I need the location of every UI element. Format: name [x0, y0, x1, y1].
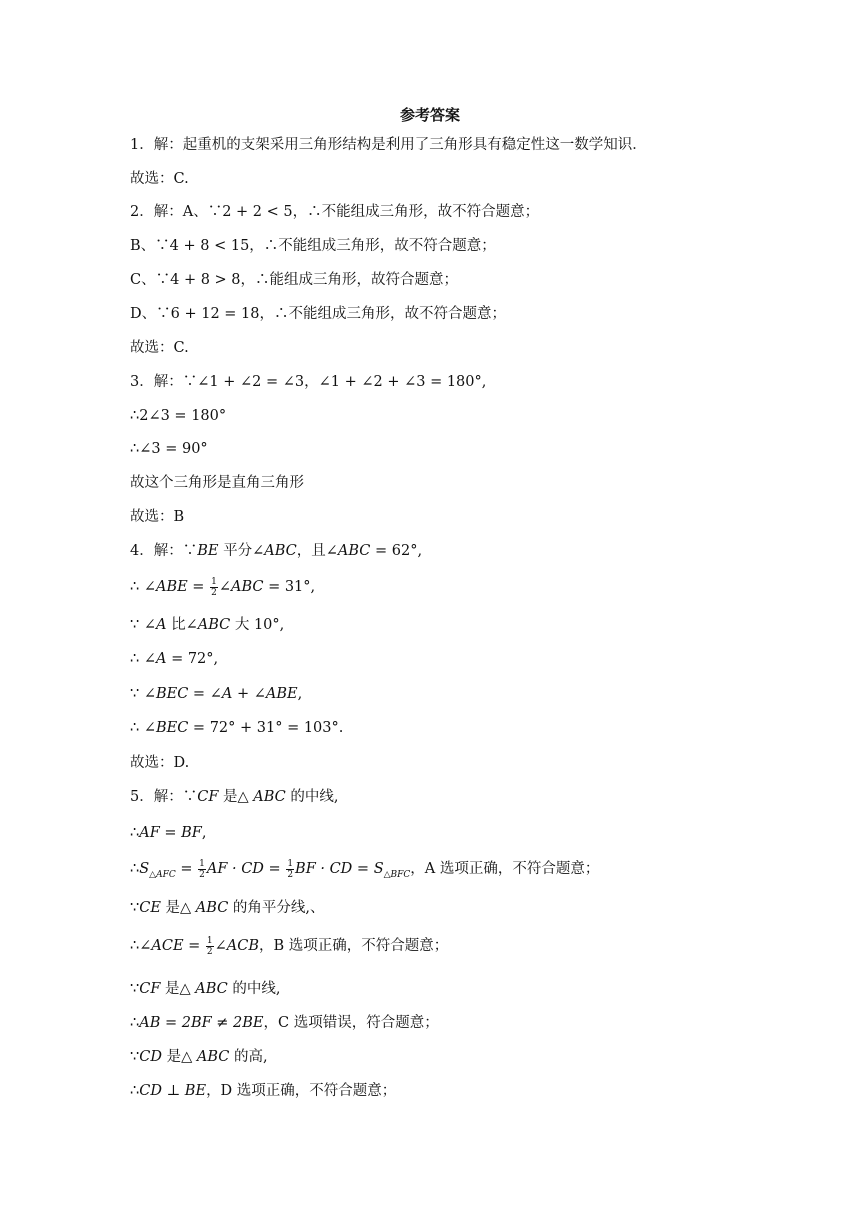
q5-var: ABC: [253, 789, 286, 805]
q3-prefix: 3．解：∵: [130, 374, 198, 390]
q2-prefix: B、∵: [130, 238, 170, 254]
q5-equals: =: [352, 861, 374, 877]
fraction-half: [286, 859, 294, 880]
q4-var: ABC: [264, 543, 297, 559]
q4-var: A: [155, 617, 167, 633]
q4-answer: 故选：D.: [130, 755, 190, 771]
q4-line-1: [130, 539, 800, 563]
q5-var: CE: [139, 900, 161, 916]
q4-symbol: ∵ ∠: [130, 686, 156, 702]
fraction-numerator: 1: [211, 576, 217, 587]
q5-text: 的中线,: [227, 981, 281, 997]
q2-math-a: 2 + 2 < 5: [222, 204, 293, 220]
q4-line-6: [130, 716, 800, 740]
fraction-half: [210, 577, 218, 598]
q4-symbol: ∴ ∠: [130, 651, 156, 667]
q5-option-a: ，A 选项正确，不符合题意；: [410, 861, 600, 877]
q2-line-2: [130, 234, 800, 258]
q5-var: CF: [139, 981, 161, 997]
q1-answer: 故选：C.: [130, 171, 189, 187]
q5-line-2: [130, 821, 800, 845]
q4-line-4: [130, 647, 800, 671]
fraction-numerator: 1: [287, 858, 294, 869]
q5-text: 是△: [160, 900, 196, 916]
q4-symbol: ∵ ∠: [130, 617, 156, 633]
q4-var: ABC: [337, 543, 371, 559]
q4-text: 平分∠: [218, 543, 265, 559]
q5-option-b: ，B 选项正确，不符合题意；: [259, 938, 449, 954]
q5-text: 是△: [161, 1049, 197, 1065]
q5-line-9: [130, 1079, 800, 1103]
q5-equals: =: [263, 861, 286, 877]
q5-var: ABC: [195, 900, 229, 916]
q3-step-2: ∴∠3 = 90°: [130, 441, 208, 457]
area-symbol: S: [139, 861, 150, 877]
q4-line-5: [130, 682, 800, 706]
fraction-numerator: 1: [206, 935, 213, 946]
area-subscript: △BFC: [383, 869, 411, 880]
q5-equals: =: [159, 825, 182, 841]
q4-var: BE: [197, 543, 219, 559]
q3-line-3: [130, 437, 800, 461]
q4-line-7: [130, 751, 800, 775]
q4-text: 比∠: [166, 617, 198, 633]
q2-line-1: [130, 200, 800, 224]
q5-var: ABC: [195, 981, 228, 997]
q3-line-2: [130, 404, 800, 428]
q5-var: CD ⊥ BE: [139, 1083, 207, 1099]
q4-var: ABC: [197, 617, 231, 633]
q2-line-4: [130, 302, 800, 326]
q5-var: CF: [197, 789, 219, 805]
q2-prefix: 2．解：A、∵: [130, 204, 223, 220]
q5-line-4: [130, 896, 800, 920]
q5-symbol: ∴∠: [130, 938, 152, 954]
fraction-numerator: 1: [199, 858, 205, 869]
q2-math-b: 4 + 8 < 15: [169, 238, 250, 254]
q5-var: ABC: [196, 1049, 230, 1065]
fraction-denominator: 2: [199, 869, 205, 880]
q3-step-1: ∴2∠3 = 180°: [130, 408, 227, 424]
q5-prefix: 5．解：∵: [130, 789, 198, 805]
q5-var: AB = 2BF ≠ 2BE: [139, 1015, 264, 1031]
q5-text: 的中线,: [285, 789, 339, 805]
q5-option-c: ，C 选项错误，符合题意；: [263, 1015, 439, 1031]
q3-line-4: [130, 471, 800, 495]
q1-line-1: [130, 133, 800, 157]
q4-value: = 62°,: [370, 543, 423, 559]
q5-var: BF · CD: [295, 861, 353, 877]
q4-symbol: = ∠: [188, 686, 222, 702]
q5-var: BF: [181, 825, 202, 841]
q5-symbol: ∴: [130, 861, 140, 877]
q4-symbol: ∠: [218, 579, 231, 595]
q5-equals: =: [175, 861, 198, 877]
q5-symbol: ∴: [130, 825, 140, 841]
q4-line-3: [130, 613, 800, 637]
q5-symbol: ∵: [130, 900, 140, 916]
q4-var: BEC: [155, 720, 189, 736]
q3-math: ∠1 + ∠2 = ∠3，∠1 + ∠2 + ∠3 = 180°,: [197, 374, 487, 390]
q5-text: 是△: [218, 789, 254, 805]
q4-var: ABC: [230, 579, 264, 595]
fraction-half: [206, 936, 214, 957]
q4-text: 大 10°,: [230, 617, 285, 633]
q5-symbol: ∴: [130, 1083, 140, 1099]
q5-text: 的高,: [229, 1049, 268, 1065]
fraction-denominator: 2: [206, 946, 213, 957]
q5-var: ACE: [151, 938, 184, 954]
q2-conclusion-c: ，∴能组成三角形，故符合题意；: [240, 272, 459, 288]
q5-text: 是△: [160, 981, 196, 997]
q5-equals: =: [183, 938, 205, 954]
q2-line-5: [130, 336, 800, 360]
q2-prefix: D、∵: [130, 306, 171, 322]
q4-value: = 72°,: [166, 651, 219, 667]
q1-text: 1．解：起重机的支架采用三角形结构是利用了三角形具有稳定性这一数学知识．: [130, 137, 647, 153]
q2-math-d: 6 + 12 = 18: [170, 306, 260, 322]
page-title: 参考答案: [399, 106, 460, 124]
q3-conclusion: 故这个三角形是直角三角形: [130, 475, 304, 491]
q1-line-2: [130, 167, 800, 191]
q5-var: AF: [139, 825, 160, 841]
q3-answer: 故选：B: [130, 509, 185, 525]
q2-line-3: [130, 268, 800, 292]
fraction-denominator: 2: [211, 587, 217, 598]
q5-symbol: ∵: [130, 981, 140, 997]
q4-var: ABE: [155, 579, 188, 595]
q5-text: 的角平分线,、: [228, 900, 325, 916]
q5-symbol: ∠: [214, 938, 227, 954]
q2-conclusion-d: ，∴不能组成三角形，故不符合题意；: [259, 306, 507, 322]
q2-answer: 故选：C.: [130, 340, 189, 356]
q5-line-7: [130, 1011, 800, 1035]
q5-line-3: [130, 857, 800, 881]
q4-var: BEC: [155, 686, 189, 702]
fraction-half: [198, 859, 206, 880]
q2-math-c: 4 + 8 > 8: [170, 272, 241, 288]
area-symbol: S: [373, 861, 384, 877]
area-subscript: △AFC: [149, 869, 176, 880]
q4-punct: ,: [297, 686, 303, 702]
fraction-denominator: 2: [287, 869, 294, 880]
q5-symbol: ∴: [130, 1015, 140, 1031]
q4-line-2: [130, 575, 800, 599]
q5-symbol: ∵: [130, 1049, 140, 1065]
q4-var: A: [221, 686, 233, 702]
q5-punct: ,: [201, 825, 207, 841]
q4-symbol: ∴ ∠: [130, 579, 156, 595]
q4-value: = 31°,: [263, 579, 316, 595]
q3-line-5: [130, 505, 800, 529]
q4-text: ，且∠: [296, 543, 338, 559]
q5-line-5: [130, 934, 800, 958]
q4-symbol: + ∠: [232, 686, 266, 702]
q5-var: ACB: [226, 938, 260, 954]
q3-line-1: [130, 370, 800, 394]
q2-conclusion-b: ，∴不能组成三角形，故不符合题意；: [249, 238, 496, 254]
q5-line-1: [130, 785, 800, 809]
q4-var: ABE: [265, 686, 298, 702]
q2-conclusion-a: ，∴不能组成三角形，故不符合题意；: [292, 204, 540, 220]
q5-line-6: [130, 977, 800, 1001]
q5-var: CD: [139, 1049, 162, 1065]
q4-var: A: [155, 651, 167, 667]
q4-symbol: ∴ ∠: [130, 720, 156, 736]
q5-option-d: ，D 选项正确，不符合题意；: [206, 1083, 397, 1099]
q4-value: = 72° + 31° = 103°.: [188, 720, 344, 736]
q4-equals: =: [187, 579, 210, 595]
q5-line-8: [130, 1045, 800, 1069]
q4-prefix: 4．解：∵: [130, 543, 198, 559]
q5-var: AF · CD: [206, 861, 264, 877]
q2-prefix: C、∵: [130, 272, 171, 288]
